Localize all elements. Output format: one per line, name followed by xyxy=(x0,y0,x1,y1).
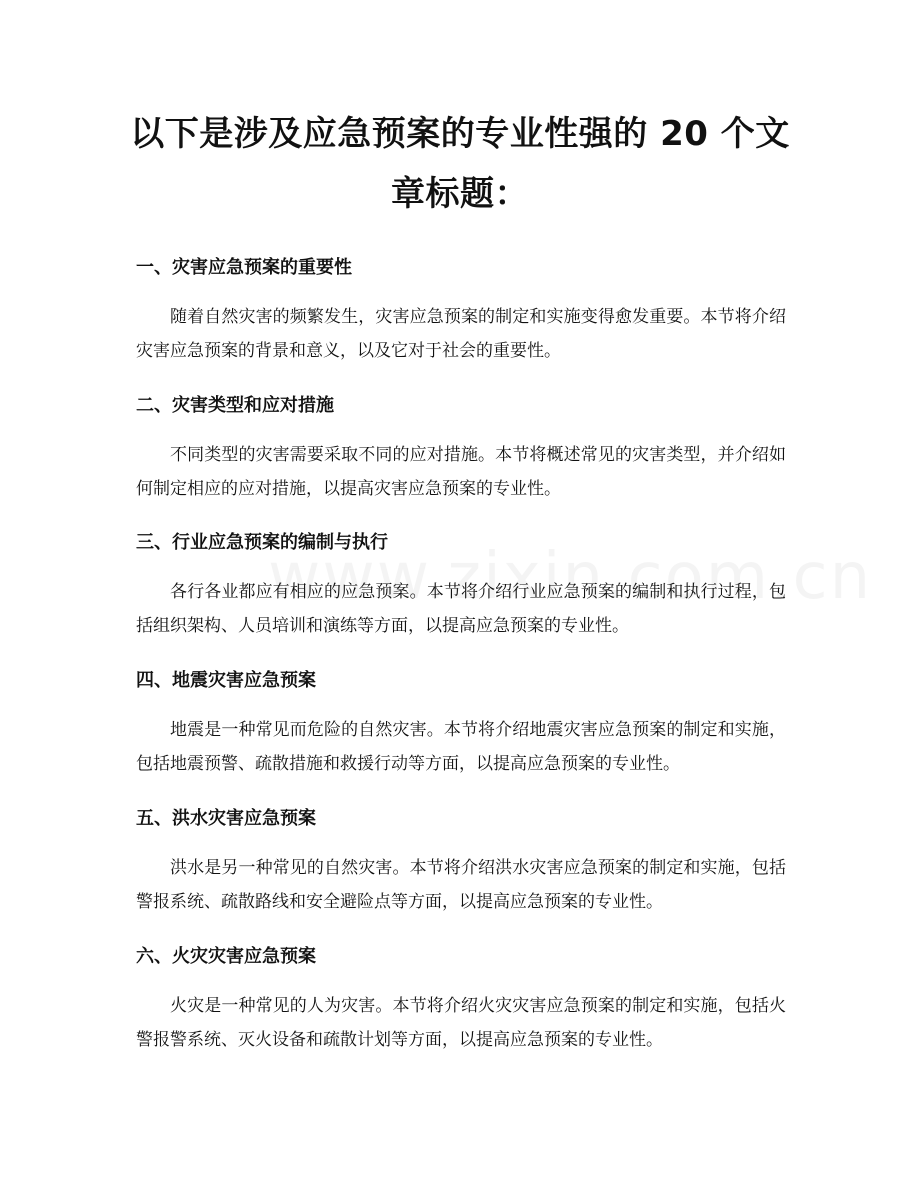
section-body: 各行各业都应有相应的应急预案。本节将介绍行业应急预案的编制和执行过程，包括组织架构、人员培训和演练等方面，以提高应急预案的专业性。 xyxy=(136,582,786,636)
section-body: 地震是一种常见而危险的自然灾害。本节将介绍地震灾害应急预案的制定和实施，包括地震预警、疏散措施和救援行动等方面，以提高应急预案的专业性。 xyxy=(136,720,786,774)
document-title: 以下是涉及应急预案的专业性强的 20 个文章标题： xyxy=(130,114,790,214)
section-5 xyxy=(136,806,786,919)
section-body: 洪水是另一种常见的自然灾害。本节将介绍洪水灾害应急预案的制定和实施，包括警报系统、疏散路线和安全避险点等方面，以提高应急预案的专业性。 xyxy=(136,858,786,912)
section-heading: 四、地震灾害应急预案 xyxy=(136,670,316,691)
section-4 xyxy=(136,668,786,781)
section-1 xyxy=(136,255,786,368)
section-body: 不同类型的灾害需要采取不同的应对措施。本节将概述常见的灾害类型，并介绍如何制定相应的应对措施，以提高灾害应急预案的专业性。 xyxy=(136,445,786,499)
section-6 xyxy=(136,944,786,1057)
section-body: 随着自然灾害的频繁发生，灾害应急预案的制定和实施变得愈发重要。本节将介绍灾害应急预案的背景和意义，以及它对于社会的重要性。 xyxy=(136,307,786,361)
section-heading: 三、行业应急预案的编制与执行 xyxy=(136,532,388,553)
section-heading: 六、火灾灾害应急预案 xyxy=(136,946,316,967)
section-2 xyxy=(136,393,786,506)
section-heading: 一、灾害应急预案的重要性 xyxy=(136,257,352,278)
section-body: 火灾是一种常见的人为灾害。本节将介绍火灾灾害应急预案的制定和实施，包括火警报警系统、灭火设备和疏散计划等方面，以提高应急预案的专业性。 xyxy=(136,996,786,1050)
section-3 xyxy=(136,530,786,643)
section-heading: 五、洪水灾害应急预案 xyxy=(136,808,316,829)
section-heading: 二、灾害类型和应对措施 xyxy=(136,395,334,416)
